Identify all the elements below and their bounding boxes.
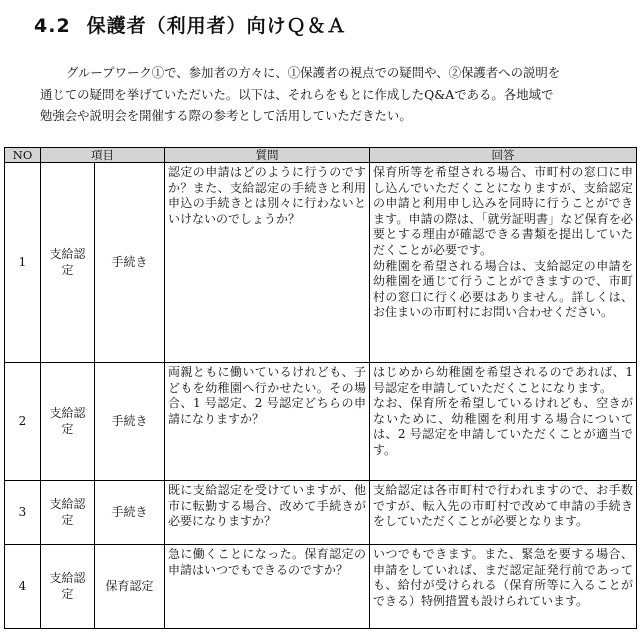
table-row xyxy=(5,545,637,629)
row-question: 認定の申請はどのように行うのですか？また、支給認定の手続きと利用申込の手続きとは別々に行わないといけないのでしょうか？ xyxy=(165,163,370,363)
row-number: 2 xyxy=(5,363,41,481)
row-subcategory: 手続き xyxy=(95,363,165,481)
intro-line-3: 勉強会や説明会を開催する際の参考として活用していただきたい。 xyxy=(40,108,412,123)
row-number: 1 xyxy=(5,163,41,363)
answer-paragraph: 保育所等を希望される場合、市町村の窓口に申し込んでいただくことになりますが、支給認定の申請と利用申し込みを同時に行うことができます。申請の際は、「就労証明書」など保育を必要とする理由が確認できる書類を提出していただくことが必要です。 xyxy=(373,165,633,257)
qa-table xyxy=(4,147,637,629)
row-number: 4 xyxy=(5,545,41,629)
header-answer: 回答 xyxy=(370,148,637,163)
intro-line-1: グループワーク①で、参加者の方々に、①保護者の視点での疑問や、②保護者への説明を xyxy=(66,65,561,80)
row-answer xyxy=(370,545,637,629)
section-heading xyxy=(34,11,347,38)
row-question: 既に支給認定を受けていますが、他市に転勤する場合、改めて手続きが必要になりますか？ xyxy=(165,481,370,545)
row-answer xyxy=(370,481,637,545)
row-category: 支給認定 xyxy=(41,163,95,363)
row-subcategory: 保育認定 xyxy=(95,545,165,629)
table-row xyxy=(5,363,637,481)
answer-paragraph: いつでもできます。また、緊急を要する場合、申請をしていれば、まだ認定証発行前であっても、給付が受けられる（保育所等に入ることができる）特例措置も設けられています。 xyxy=(373,547,633,608)
row-question: 両親ともに働いているけれども、子どもを幼稚園へ行かせたい。その場合、1 号認定、2 号認定どちらの申請になりますか？ xyxy=(165,363,370,481)
row-number: 3 xyxy=(5,481,41,545)
table-header-row xyxy=(5,148,637,163)
row-answer xyxy=(370,163,637,363)
section-number: 4.2 xyxy=(34,15,71,37)
row-category: 支給認定 xyxy=(41,363,95,481)
answer-paragraph: なお、保育所を希望しているけれども、空きがないために、幼稚園を利用する場合については、2 号認定を申請していただくことが適当です。 xyxy=(373,396,633,457)
header-item: 項目 xyxy=(41,148,165,163)
table-row xyxy=(5,163,637,363)
row-category: 支給認定 xyxy=(41,545,95,629)
table-row xyxy=(5,481,637,545)
intro-paragraph xyxy=(40,62,614,127)
row-subcategory: 手続き xyxy=(95,481,165,545)
row-question: 急に働くことになった。保育認定の申請はいつでもできるのですか？ xyxy=(165,545,370,629)
row-subcategory: 手続き xyxy=(95,163,165,363)
answer-paragraph: 幼稚園を希望される場合は、支給認定の申請を幼稚園を通じて行うことができますので、市町村の窓口に行く必要はありません。詳しくは、お住まいの市町村にお問い合わせください。 xyxy=(373,258,633,320)
header-question: 質問 xyxy=(165,148,370,163)
header-no: NO xyxy=(5,148,41,163)
section-title: 保護者（利用者）向けＱ＆Ａ xyxy=(86,15,347,37)
row-category: 支給認定 xyxy=(41,481,95,545)
answer-paragraph: 支給認定は各市町村で行われますので、お手数ですが、転入先の市町村で改めて申請の手続きをしていただくことが必要となります。 xyxy=(373,483,633,529)
answer-paragraph: はじめから幼稚園を希望されるのであれば、1 号認定を申請していただくことになります。 xyxy=(373,365,633,395)
row-answer xyxy=(370,363,637,481)
intro-line-2: 通じての疑問を挙げていただいた。以下は、それらをもとに作成したQ&Aである。各地域で xyxy=(40,86,554,102)
